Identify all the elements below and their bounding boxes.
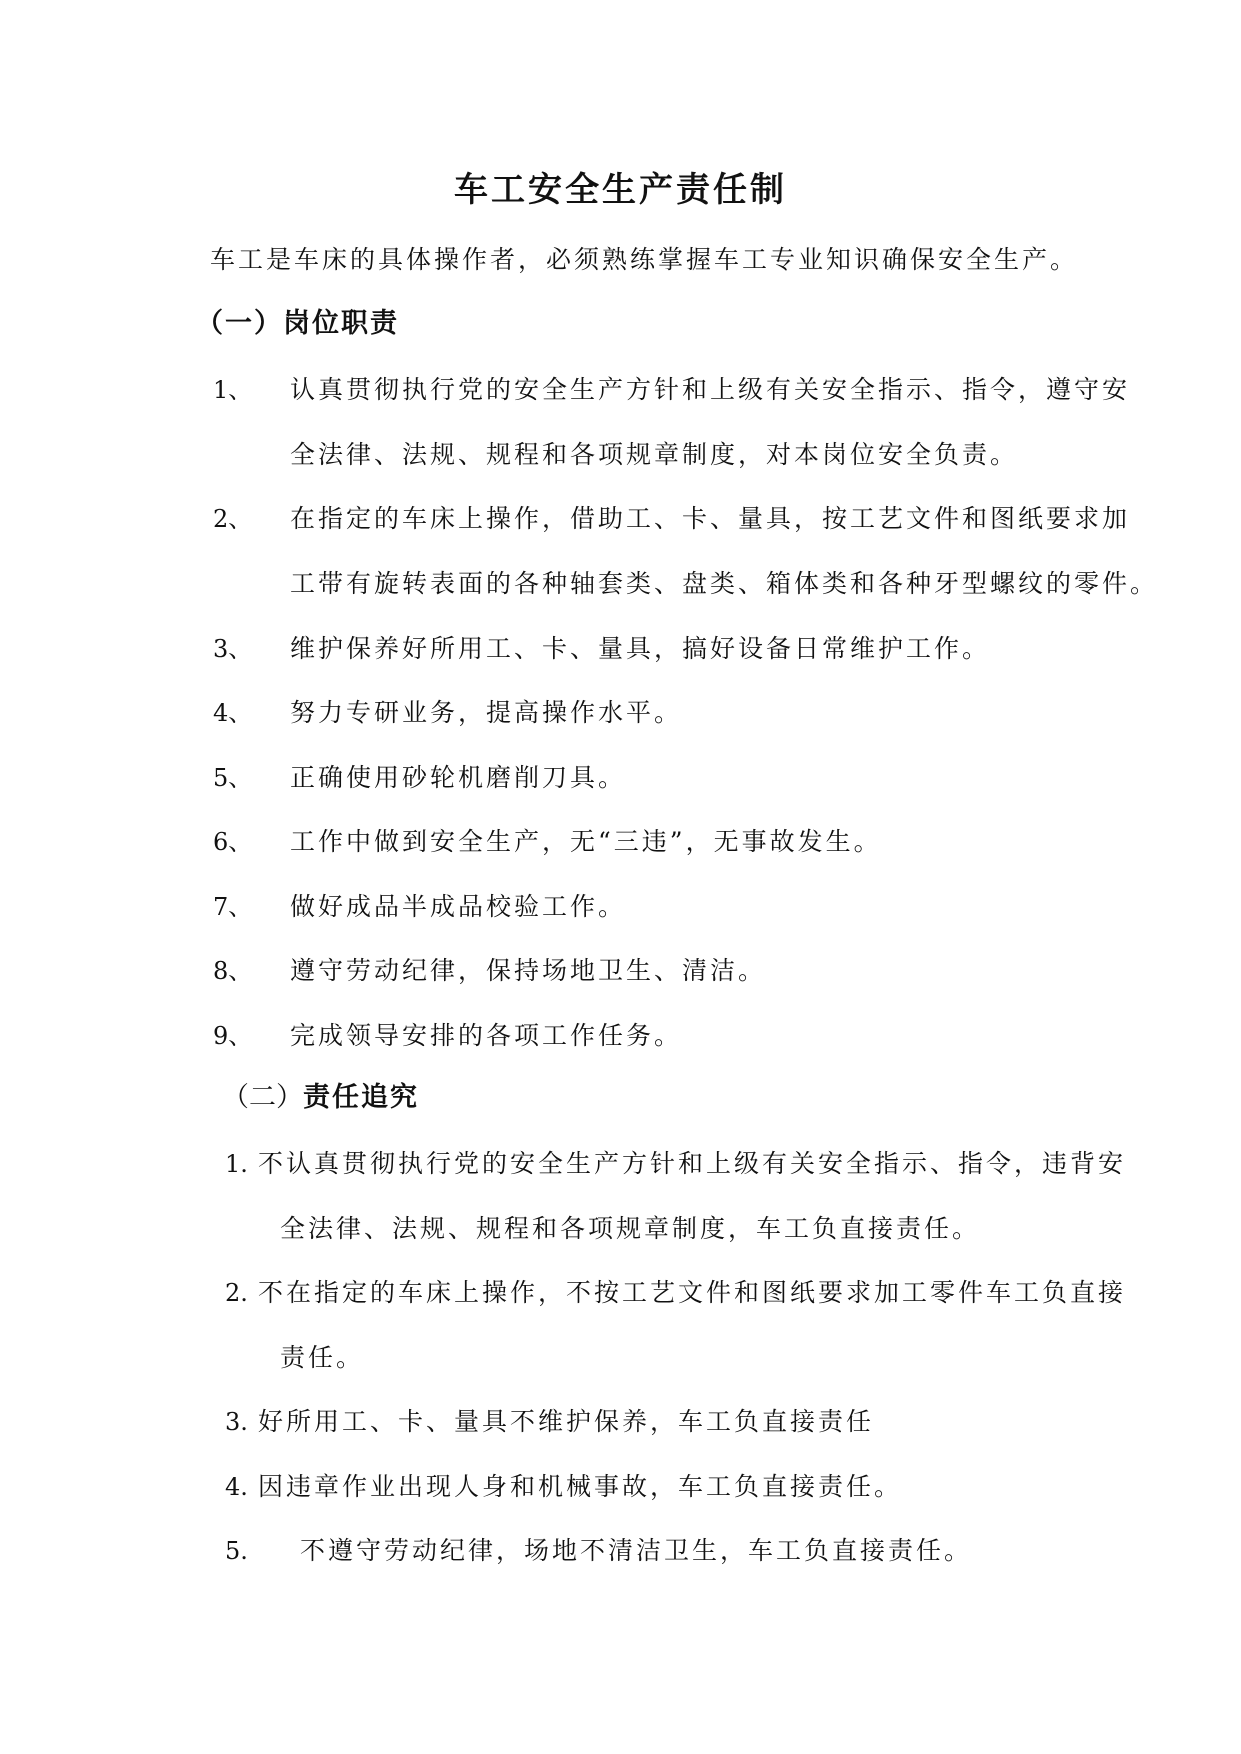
list-item-line: 完成领导安排的各项工作任务。 — [290, 1021, 683, 1050]
list-item-number: 5、 — [213, 764, 253, 792]
list-item-number: 8、 — [213, 957, 253, 985]
list-item-number: 4. — [225, 1473, 248, 1501]
list-item-number: 4、 — [213, 699, 253, 727]
list-item-number: 5. — [225, 1537, 248, 1565]
list-item-line: 认真贯彻执行党的安全生产方针和上级有关安全指示、指令，遵守安 — [290, 375, 1131, 404]
list-item-number: 3、 — [213, 635, 253, 663]
list-item-line: 正确使用砂轮机磨削刀具。 — [290, 763, 627, 792]
list-item-line: 责任。 — [280, 1343, 365, 1372]
list-item-number: 3. — [225, 1408, 248, 1436]
list-item-number: 1. — [225, 1150, 248, 1178]
list-item-number: 7、 — [213, 893, 253, 921]
list-item-line: 不认真贯彻执行党的安全生产方针和上级有关安全指示、指令，违背安 — [258, 1149, 1127, 1178]
intro-paragraph: 车工是车床的具体操作者，必须熟练掌握车工专业知识确保安全生产。 — [210, 245, 1079, 274]
section-heading-prefix: （二） — [222, 1082, 303, 1113]
section-heading-text: 责任追究 — [303, 1082, 419, 1113]
section-heading-accountability — [222, 1080, 419, 1116]
section-heading-duties: （一）岗位职责 — [196, 308, 399, 339]
list-item-line: 全法律、法规、规程和各项规章制度，车工负直接责任。 — [280, 1214, 981, 1243]
list-item-line: 努力专研业务，提高操作水平。 — [290, 698, 683, 727]
list-item-number: 6、 — [213, 828, 253, 856]
list-item-line: 做好成品半成品校验工作。 — [290, 892, 627, 921]
list-item-number: 2. — [225, 1279, 248, 1307]
list-item-line: 维护保养好所用工、卡、量具，搞好设备日常维护工作。 — [290, 634, 991, 663]
list-item-line: 工带有旋转表面的各种轴套类、盘类、箱体类和各种牙型螺纹的零件。 — [290, 569, 1159, 598]
list-item-number: 1、 — [213, 376, 253, 404]
list-item-line: 不在指定的车床上操作，不按工艺文件和图纸要求加工零件车工负直接 — [258, 1278, 1127, 1307]
list-item-line: 全法律、法规、规程和各项规章制度，对本岗位安全负责。 — [290, 440, 1019, 469]
document-title: 车工安全生产责任制 — [454, 170, 787, 210]
list-item-line: 不遵守劳动纪律，场地不清洁卫生，车工负直接责任。 — [300, 1536, 973, 1565]
list-item-line: 在指定的车床上操作，借助工、卡、量具，按工艺文件和图纸要求加 — [290, 504, 1131, 533]
list-item-number: 2、 — [213, 505, 253, 533]
list-item-line: 因违章作业出现人身和机械事故，车工负直接责任。 — [258, 1472, 903, 1501]
list-item-line: 工作中做到安全生产，无“三违”，无事故发生。 — [290, 827, 882, 856]
list-item-line: 好所用工、卡、量具不维护保养，车工负直接责任 — [258, 1407, 875, 1436]
list-item-line: 遵守劳动纪律，保持场地卫生、清洁。 — [290, 956, 767, 985]
list-item-number: 9、 — [213, 1022, 253, 1050]
